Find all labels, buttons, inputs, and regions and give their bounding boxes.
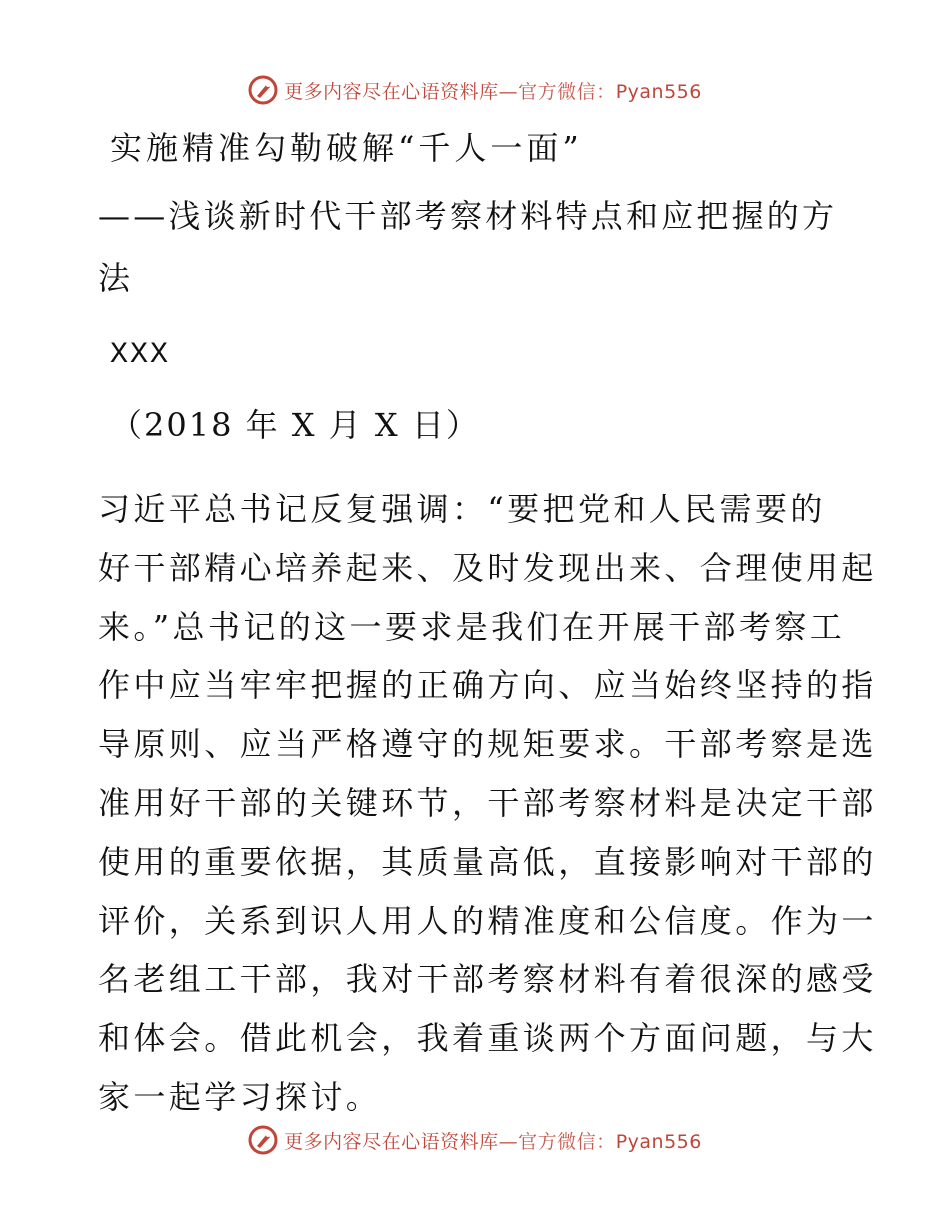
banner-text: 更多内容尽在心语资料库—官方微信：Pyan556 bbox=[284, 1130, 702, 1153]
footer-banner bbox=[0, 1120, 950, 1160]
body-line: 好干部精心培养起来、及时发现出来、合理使用起 bbox=[98, 548, 877, 587]
body-line: 评价，关系到识人用人的精准度和公信度。作为一 bbox=[98, 901, 877, 940]
body-line: 名老组工干部，我对干部考察材料有着很深的感受 bbox=[98, 960, 877, 999]
body-line: 作中应当牢牢把握的正确方向、应当始终坚持的指 bbox=[98, 666, 877, 705]
pen-nib-logo-icon bbox=[248, 75, 278, 105]
document-author: XXX bbox=[110, 338, 171, 372]
header-banner bbox=[0, 70, 950, 110]
body-line: 准用好干部的关键环节，干部考察材料是决定干部 bbox=[98, 783, 877, 822]
body-line: 导原则、应当严格遵守的规矩要求。干部考察是选 bbox=[98, 725, 877, 764]
document-subtitle-line-1: ——浅谈新时代干部考察材料特点和应把握的方 bbox=[98, 197, 838, 235]
document-subtitle-line-2: 法 bbox=[98, 259, 135, 297]
body-line: 来。”总书记的这一要求是我们在开展干部考察工 bbox=[98, 607, 846, 646]
body-line: 家一起学习探讨。 bbox=[98, 1077, 382, 1116]
body-line: 和体会。借此机会，我着重谈两个方面问题，与大 bbox=[98, 1019, 877, 1058]
banner-text: 更多内容尽在心语资料库—官方微信：Pyan556 bbox=[284, 80, 702, 103]
body-line: 使用的重要依据，其质量高低，直接影响对干部的 bbox=[98, 842, 877, 881]
document-date: （2018 年 X 月 X 日） bbox=[110, 406, 480, 444]
body-paragraph bbox=[98, 480, 877, 1127]
body-line: 习近平总书记反复强调：“要把党和人民需要的 bbox=[98, 490, 826, 528]
pen-nib-logo-icon bbox=[248, 1125, 278, 1155]
document-title: 实施精准勾勒破解“千人一面” bbox=[110, 129, 583, 167]
